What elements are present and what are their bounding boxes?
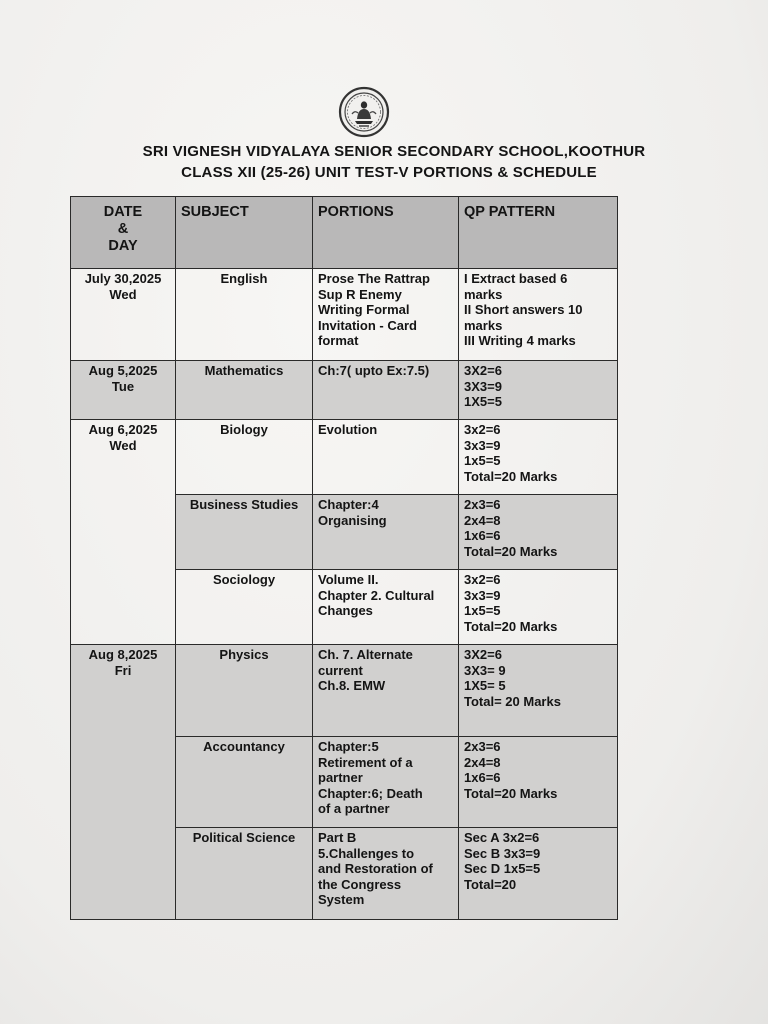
portions-line: and Restoration of bbox=[318, 861, 433, 876]
qp-pattern-line: Total=20 Marks bbox=[464, 543, 558, 559]
qp-pattern-line: 2x4=8 bbox=[464, 512, 501, 528]
table-row bbox=[71, 645, 618, 737]
qp-pattern-line: Total=20 Marks bbox=[464, 468, 558, 484]
portions-cell bbox=[313, 495, 459, 570]
date-day-line: Aug 6,2025 bbox=[88, 422, 158, 437]
portions-cell bbox=[313, 737, 459, 828]
portions-cell bbox=[313, 420, 459, 495]
subject-cell: Sociology bbox=[176, 570, 313, 645]
qp-pattern-line: Total=20 Marks bbox=[464, 785, 558, 801]
school-name-heading: SRI VIGNESH VIDYALAYA SENIOR SECONDARY SCHOOL,KOOTHUR bbox=[142, 143, 646, 160]
schedule-table bbox=[70, 196, 618, 920]
qp-pattern-line: I Extract based 6 bbox=[464, 271, 568, 286]
portions-cell bbox=[313, 570, 459, 645]
portions-cell bbox=[313, 361, 459, 420]
qp-pattern-line: Sec B 3x3=9 bbox=[464, 845, 541, 861]
subject-cell: Accountancy bbox=[176, 737, 313, 828]
table-row bbox=[71, 420, 618, 495]
portions-cell bbox=[313, 828, 459, 920]
qp-pattern-cell bbox=[459, 570, 618, 645]
date-day-line: Tue bbox=[111, 378, 135, 394]
school-emblem-icon bbox=[338, 86, 390, 138]
portions-line: Volume II. bbox=[318, 572, 379, 587]
qp-pattern-line: 3x3=9 bbox=[464, 437, 501, 453]
column-header-qp-pattern: QP PATTERN bbox=[459, 197, 618, 269]
date-header-line: & bbox=[117, 221, 129, 237]
qp-pattern-line: 3x3=9 bbox=[464, 587, 501, 603]
date-day-cell bbox=[71, 269, 176, 361]
qp-pattern-line: 2x4=8 bbox=[464, 754, 501, 770]
portions-line: 5.Challenges to bbox=[318, 845, 415, 861]
qp-pattern-line: Total=20 bbox=[464, 876, 517, 892]
qp-pattern-line: marks bbox=[464, 317, 503, 333]
qp-pattern-line: 3X2=6 bbox=[464, 647, 502, 662]
portions-cell bbox=[313, 645, 459, 737]
qp-pattern-line: 2x3=6 bbox=[464, 497, 501, 512]
portions-line: Chapter 2. Cultural bbox=[318, 587, 435, 603]
portions-line: Writing Formal bbox=[318, 302, 410, 317]
qp-pattern-line: 3x2=6 bbox=[464, 572, 501, 587]
portions-line: Changes bbox=[318, 603, 373, 618]
qp-pattern-cell bbox=[459, 645, 618, 737]
portions-line: Ch:7( upto Ex:7.5) bbox=[318, 363, 430, 378]
portions-line: Chapter:5 bbox=[318, 739, 379, 754]
column-header-subject: SUBJECT bbox=[176, 197, 313, 269]
qp-pattern-line: Sec D 1x5=5 bbox=[464, 861, 541, 876]
date-header-line: DATE bbox=[103, 204, 143, 220]
qp-pattern-line: 2x3=6 bbox=[464, 739, 501, 754]
qp-pattern-line: Total=20 Marks bbox=[464, 618, 558, 634]
portions-line: format bbox=[318, 333, 359, 348]
qp-pattern-line: 1X5= 5 bbox=[464, 678, 506, 693]
table-row bbox=[71, 361, 618, 420]
subject-cell: Mathematics bbox=[176, 361, 313, 420]
date-day-line: July 30,2025 bbox=[84, 271, 162, 286]
portions-line: Ch. 7. Alternate bbox=[318, 647, 413, 662]
date-day-line: Aug 5,2025 bbox=[88, 363, 158, 378]
table-header-row bbox=[71, 197, 618, 269]
portions-line: Evolution bbox=[318, 422, 378, 437]
date-day-cell bbox=[71, 420, 176, 645]
subject-cell: English bbox=[176, 269, 313, 361]
date-day-line: Wed bbox=[109, 286, 137, 302]
portions-line: System bbox=[318, 892, 365, 907]
test-schedule-heading: CLASS XII (25-26) UNIT TEST-V PORTIONS & SCHEDULE bbox=[181, 164, 597, 181]
qp-pattern-line: 1X5=5 bbox=[464, 394, 502, 409]
qp-pattern-line: 1x5=5 bbox=[464, 453, 501, 468]
qp-pattern-line: 1x6=6 bbox=[464, 770, 501, 785]
column-header-date bbox=[71, 197, 176, 269]
subject-cell: Biology bbox=[176, 420, 313, 495]
qp-pattern-line: Total= 20 Marks bbox=[464, 693, 561, 709]
qp-pattern-cell bbox=[459, 361, 618, 420]
portions-line: Ch.8. EMW bbox=[318, 678, 386, 693]
portions-line: of a partner bbox=[318, 801, 390, 816]
portions-line: Part B bbox=[318, 830, 357, 845]
qp-pattern-cell bbox=[459, 420, 618, 495]
column-header-portions: PORTIONS bbox=[313, 197, 459, 269]
date-day-line: Wed bbox=[109, 437, 137, 453]
qp-pattern-line: II Short answers 10 bbox=[464, 302, 583, 317]
table-row bbox=[71, 269, 618, 361]
qp-pattern-cell bbox=[459, 269, 618, 361]
qp-pattern-line: 1x5=5 bbox=[464, 603, 501, 618]
portions-line: Sup R Enemy bbox=[318, 286, 402, 302]
portions-line: the Congress bbox=[318, 876, 402, 892]
qp-pattern-cell bbox=[459, 737, 618, 828]
portions-line: Prose The Rattrap bbox=[318, 271, 430, 286]
subject-cell: Political Science bbox=[176, 828, 313, 920]
date-day-line: Aug 8,2025 bbox=[88, 647, 158, 662]
qp-pattern-line: 1x6=6 bbox=[464, 528, 501, 543]
date-day-line: Fri bbox=[114, 662, 132, 678]
qp-pattern-cell bbox=[459, 828, 618, 920]
qp-pattern-line: III Writing 4 marks bbox=[464, 333, 576, 348]
date-day-cell bbox=[71, 361, 176, 420]
qp-pattern-line: 3x2=6 bbox=[464, 422, 501, 437]
portions-line: Retirement of a bbox=[318, 754, 413, 770]
portions-cell bbox=[313, 269, 459, 361]
qp-pattern-line: 3X2=6 bbox=[464, 363, 502, 378]
date-header-line: DAY bbox=[108, 238, 138, 254]
qp-pattern-line: 3X3= 9 bbox=[464, 662, 506, 678]
subject-cell: Physics bbox=[176, 645, 313, 737]
portions-line: Organising bbox=[318, 512, 387, 528]
date-day-cell bbox=[71, 645, 176, 920]
portions-line: partner bbox=[318, 770, 363, 785]
qp-pattern-line: 3X3=9 bbox=[464, 378, 502, 394]
portions-line: Invitation - Card bbox=[318, 317, 417, 333]
portions-line: current bbox=[318, 662, 363, 678]
portions-line: Chapter:6; Death bbox=[318, 785, 423, 801]
qp-pattern-cell bbox=[459, 495, 618, 570]
subject-cell: Business Studies bbox=[176, 495, 313, 570]
portions-line: Chapter:4 bbox=[318, 497, 379, 512]
qp-pattern-line: marks bbox=[464, 286, 503, 302]
qp-pattern-line: Sec A 3x2=6 bbox=[464, 830, 540, 845]
